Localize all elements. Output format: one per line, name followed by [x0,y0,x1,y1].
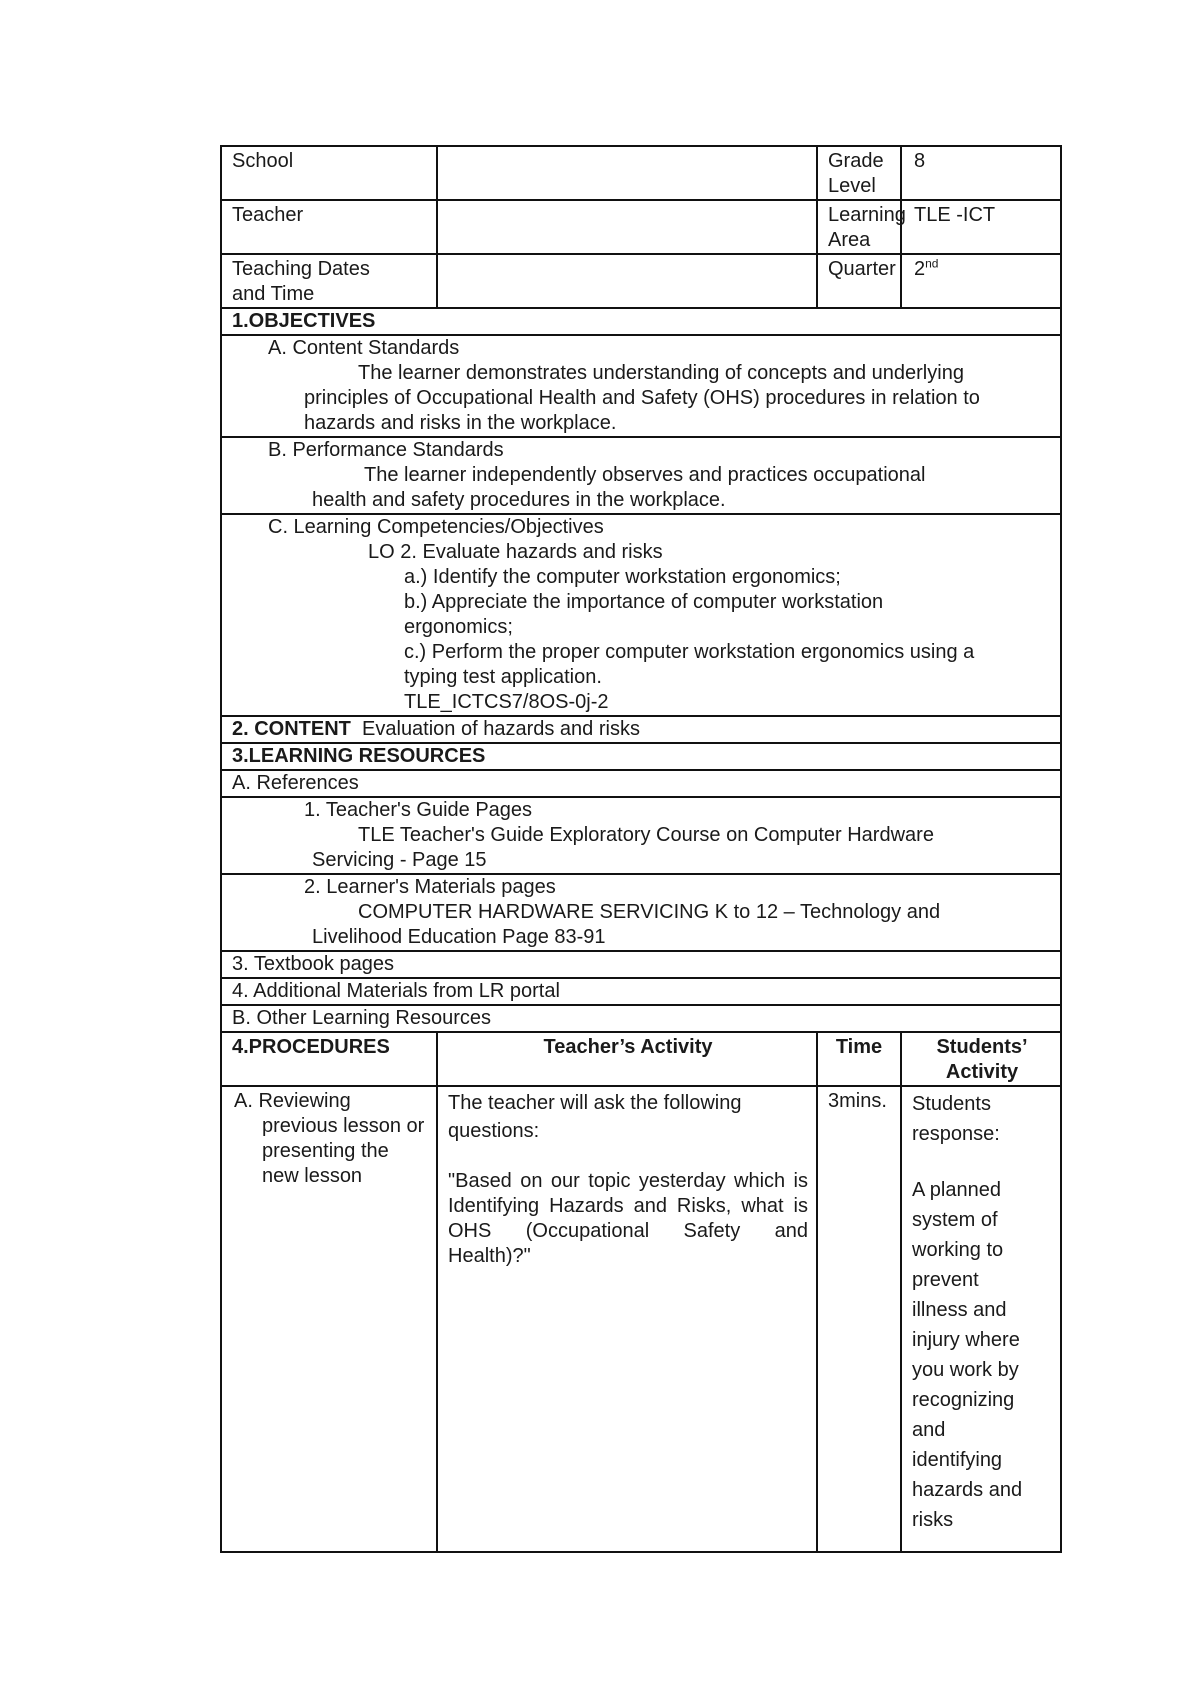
procedure-a-teacher-text-2: "Based on our topic yesterday which is Identifying Hazards and Risks, what is OHS (Occupational Safety and Health)?" [448,1170,808,1267]
additional-materials-row [221,978,1061,1005]
other-resources-label: B. Other Learning Resources [221,1005,1061,1032]
procedure-row-a [221,1086,1061,1552]
procedure-a-label: A. Reviewing previous lesson or presenting the new lesson [234,1090,425,1187]
teachers-guide-cell [221,797,1061,874]
textbook-row [221,951,1061,978]
teachers-guide-text-1: TLE Teacher's Guide Exploratory Course on Computer Hardware [358,824,934,846]
other-resources-row [221,1005,1061,1032]
learning-competencies-row [221,514,1061,716]
procedures-header-row [221,1032,1061,1086]
content-standards-row [221,335,1061,437]
content-text: Evaluation of hazards and risks [362,718,640,740]
procedure-a-students-text-1: Students response: [912,1093,1000,1145]
teachers-activity-header: Teacher’s Activity [437,1032,817,1086]
procedure-a-teacher-text-1: The teacher will ask the following questions: [448,1092,742,1142]
quarter-number: 2 [914,258,926,280]
quarter-value [901,254,1061,308]
learners-materials-cell [221,874,1061,951]
performance-standards-row [221,437,1061,514]
content-standards-title: A. Content Standards [268,337,460,359]
references-label: A. References [221,770,1061,797]
students-activity-header: Students’ Activity [901,1032,1061,1086]
time-header: Time [817,1032,901,1086]
learning-competencies-title: C. Learning Competencies/Objectives [268,516,604,538]
learning-competencies-cell [221,514,1061,716]
grade-level-label: Grade Level [817,146,901,200]
procedure-a-teacher-cell [437,1086,817,1552]
school-value [437,146,817,200]
objective-item-c: c.) Perform the proper computer workstation ergonomics using a typing test application. [404,641,975,688]
teacher-value [437,200,817,254]
content-standards-cell [221,335,1061,437]
content-standards-text-2: principles of Occupational Health and Safety (OHS) procedures in relation to hazards and risks in the workplace. [304,387,980,434]
grade-level-value: 8 [901,146,1061,200]
quarter-suffix: nd [925,256,939,271]
header-row-dates [221,254,1061,308]
content-heading: 2. CONTENT [232,718,351,740]
objectives-heading: 1.OBJECTIVES [221,308,1061,335]
teachers-guide-text-2: Servicing - Page 15 [312,849,487,871]
learning-area-value: TLE -ICT [901,200,1061,254]
teachers-guide-row [221,797,1061,874]
textbook-label: 3. Textbook pages [221,951,1061,978]
objective-item-a: a.) Identify the computer workstation ergonomics; [404,566,841,588]
teacher-label: Teacher [221,200,437,254]
resources-heading: 3.LEARNING RESOURCES [221,743,1061,770]
procedure-a-time: 3mins. [817,1086,901,1552]
daily-lesson-log-table [220,145,1062,1553]
procedures-heading: 4.PROCEDURES [221,1032,437,1086]
resources-heading-row [221,743,1061,770]
header-row-teacher [221,200,1061,254]
performance-standards-text-2: health and safety procedures in the workplace. [312,489,726,511]
procedure-a-students-text-2: A planned system of working to prevent illness and injury where you work by recognizing and identifying hazards and risks [912,1179,1023,1531]
learning-area-label: Learning Area [817,200,901,254]
performance-standards-title: B. Performance Standards [268,439,504,461]
quarter-label: Quarter [817,254,901,308]
teaching-dates-label: Teaching Dates and Time [221,254,437,308]
header-row-school [221,146,1061,200]
learners-materials-row [221,874,1061,951]
learners-materials-text-2: Livelihood Education Page 83-91 [312,926,606,948]
performance-standards-cell [221,437,1061,514]
learning-objective-lo2: LO 2. Evaluate hazards and risks [368,541,663,563]
references-row [221,770,1061,797]
content-standards-text-1: The learner demonstrates understanding of concepts and underlying [358,362,964,384]
performance-standards-text-1: The learner independently observes and practices occupational [364,464,926,486]
teachers-guide-title: 1. Teacher's Guide Pages [304,799,533,821]
objectives-heading-row [221,308,1061,335]
school-label: School [221,146,437,200]
procedure-a-students-cell [901,1086,1061,1552]
learners-materials-text-1: COMPUTER HARDWARE SERVICING K to 12 – Technology and [358,901,941,923]
teaching-dates-value [437,254,817,308]
content-cell [221,716,1061,743]
content-row [221,716,1061,743]
competency-code: TLE_ICTCS7/8OS-0j-2 [404,691,609,713]
objective-item-b: b.) Appreciate the importance of computer workstation ergonomics; [404,591,884,638]
procedure-a-label-cell [221,1086,437,1552]
additional-materials-label: 4. Additional Materials from LR portal [221,978,1061,1005]
learners-materials-title: 2. Learner's Materials pages [304,876,556,898]
